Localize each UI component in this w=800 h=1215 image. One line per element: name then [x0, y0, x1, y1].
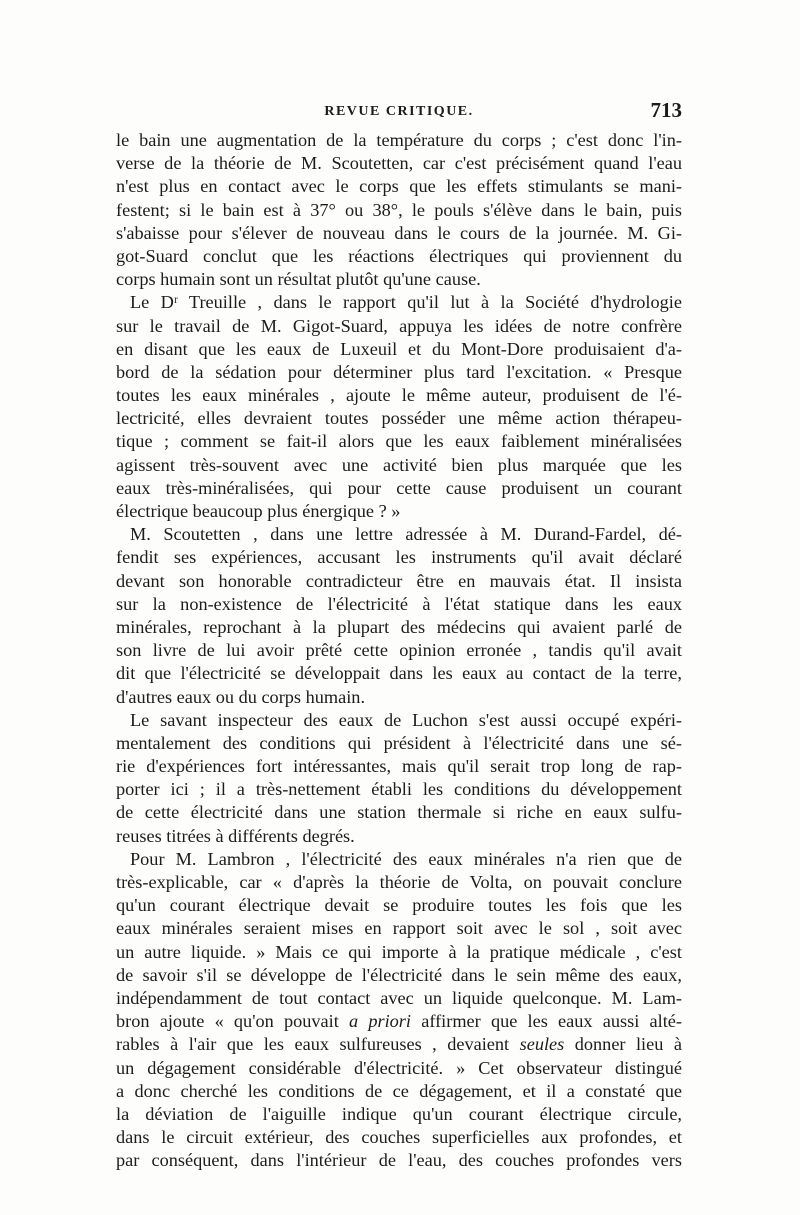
- text-line: le bain une augmentation de la température du corps ; c'est donc l'in-: [116, 130, 682, 150]
- text-line: de savoir s'il se développe de l'électricité dans le sein même des eaux,: [116, 964, 682, 985]
- text-line: festent; si le bain est à 37° ou 38°, le pouls s'élève dans le bain, puis: [116, 199, 682, 220]
- text-segment: donner lieu à: [564, 1034, 682, 1055]
- text-segment: affirmer que les eaux aussi alté-: [411, 1011, 682, 1032]
- text-line: qu'un courant électrique devait se produire toutes les fois que les: [116, 895, 682, 916]
- page-number: 713: [650, 98, 682, 122]
- text-line: M. Scoutetten , dans une lettre adressée à M. Durand-Fardel, dé-: [130, 524, 682, 545]
- body-text: [116, 129, 682, 1172]
- text-line: mentalement des conditions qui président à l'électricité dans une sé-: [116, 732, 682, 753]
- text-line: très-explicable, car « d'après la théorie de Volta, on pouvait conclure: [116, 872, 682, 892]
- text-line: la déviation de l'aiguille indique qu'un courant électrique circule,: [116, 1103, 682, 1124]
- text-segment: rables à l'air que les eaux sulfureuses , devaient: [116, 1034, 520, 1055]
- text-line: son livre de lui avoir prêté cette opinion erronée , tandis qu'il avait: [116, 640, 682, 661]
- text-line: toutes les eaux minérales , ajoute le même auteur, produisent de l'é-: [116, 385, 682, 406]
- text-line: rie d'expériences fort intéressantes, mais qu'il serait trop long de rap-: [116, 756, 682, 777]
- text-line: [116, 1033, 682, 1056]
- text-line: verse de la théorie de M. Scoutetten, car c'est précisément quand l'eau: [116, 153, 682, 174]
- text-line: s'abaisse pour s'élever de nouveau dans le cours de la journée. M. Gi-: [116, 222, 682, 243]
- text-line: d'autres eaux ou du corps humain.: [116, 686, 366, 707]
- text-line: corps humain sont un résultat plutôt qu'une cause.: [116, 269, 481, 290]
- text-line: Le Dʳ Treuille , dans le rapport qu'il lut à la Société d'hydrologie: [130, 292, 682, 313]
- text-line: de cette électricité dans une station thermale si riche en eaux sulfu-: [116, 802, 682, 823]
- text-line: un autre liquide. » Mais ce qui importe à la pratique médicale , c'est: [116, 941, 682, 962]
- running-head: [116, 98, 682, 126]
- text-segment: bron ajoute « qu'on pouvait: [116, 1011, 349, 1032]
- text-line: devant son honorable contradicteur être en mauvais état. Il insista: [116, 570, 682, 591]
- text-line: Le savant inspecteur des eaux de Luchon s'est aussi occupé expéri-: [130, 709, 682, 730]
- italic-term: a priori: [349, 1011, 412, 1032]
- text-line: indépendamment de tout contact avec un liquide quelconque. M. Lam-: [116, 987, 682, 1008]
- text-line: a donc cherché les conditions de ce dégagement, et il a constaté que: [116, 1080, 682, 1101]
- text-line: n'est plus en contact avec le corps que les effets stimulants se mani-: [116, 176, 682, 197]
- text-line: eaux minérales seraient mises en rapport soit avec le sol , soit avec: [116, 918, 682, 939]
- text-line: lectricité, elles devraient toutes posséder une même action thérapeu-: [116, 408, 682, 429]
- text-line: minérales, reprochant à la plupart des médecins qui avaient parlé de: [116, 616, 682, 637]
- text-line: par conséquent, dans l'intérieur de l'eau, des couches profondes vers: [116, 1150, 682, 1171]
- text-line: un dégagement considérable d'électricité. » Cet observateur distingué: [116, 1057, 682, 1078]
- text-line: porter ici ; il a très-nettement établi les conditions du développement: [116, 779, 682, 800]
- text-line: en disant que les eaux de Luxeuil et du Mont-Dore produisaient d'a-: [116, 338, 682, 359]
- text-line: sur la non-existence de l'électricité à l'état statique dans les eaux: [116, 593, 682, 614]
- running-title: REVUE CRITIQUE.: [324, 104, 474, 119]
- text-line: dans le circuit extérieur, des couches superficielles aux profondes, et: [116, 1127, 682, 1148]
- text-line: fendit ses expériences, accusant les instruments qu'il avait déclaré: [116, 547, 682, 568]
- text-line: tique ; comment se fait-il alors que les eaux faiblement minéralisées: [116, 431, 682, 452]
- italic-term: seules: [519, 1034, 565, 1055]
- text-line: reuses titrées à différents degrés.: [116, 825, 355, 846]
- text-line: got-Suard conclut que les réactions électriques qui proviennent du: [116, 245, 682, 266]
- text-line: dit que l'électricité se développait dans les eaux au contact de la terre,: [116, 663, 682, 684]
- text-line: agissent très-souvent avec une activité bien plus marquée que les: [116, 454, 682, 475]
- text-line: Pour M. Lambron , l'électricité des eaux minérales n'a rien que de: [130, 848, 682, 869]
- text-line: électrique beaucoup plus énergique ? »: [116, 501, 401, 521]
- text-line: sur le travail de M. Gigot-Suard, appuya les idées de notre confrère: [116, 315, 682, 336]
- text-line: eaux très-minéralisées, qui pour cette cause produisent un courant: [116, 477, 682, 498]
- text-line: [116, 1010, 682, 1033]
- text-line: bord de la sédation pour déterminer plus tard l'excitation. « Presque: [116, 361, 682, 382]
